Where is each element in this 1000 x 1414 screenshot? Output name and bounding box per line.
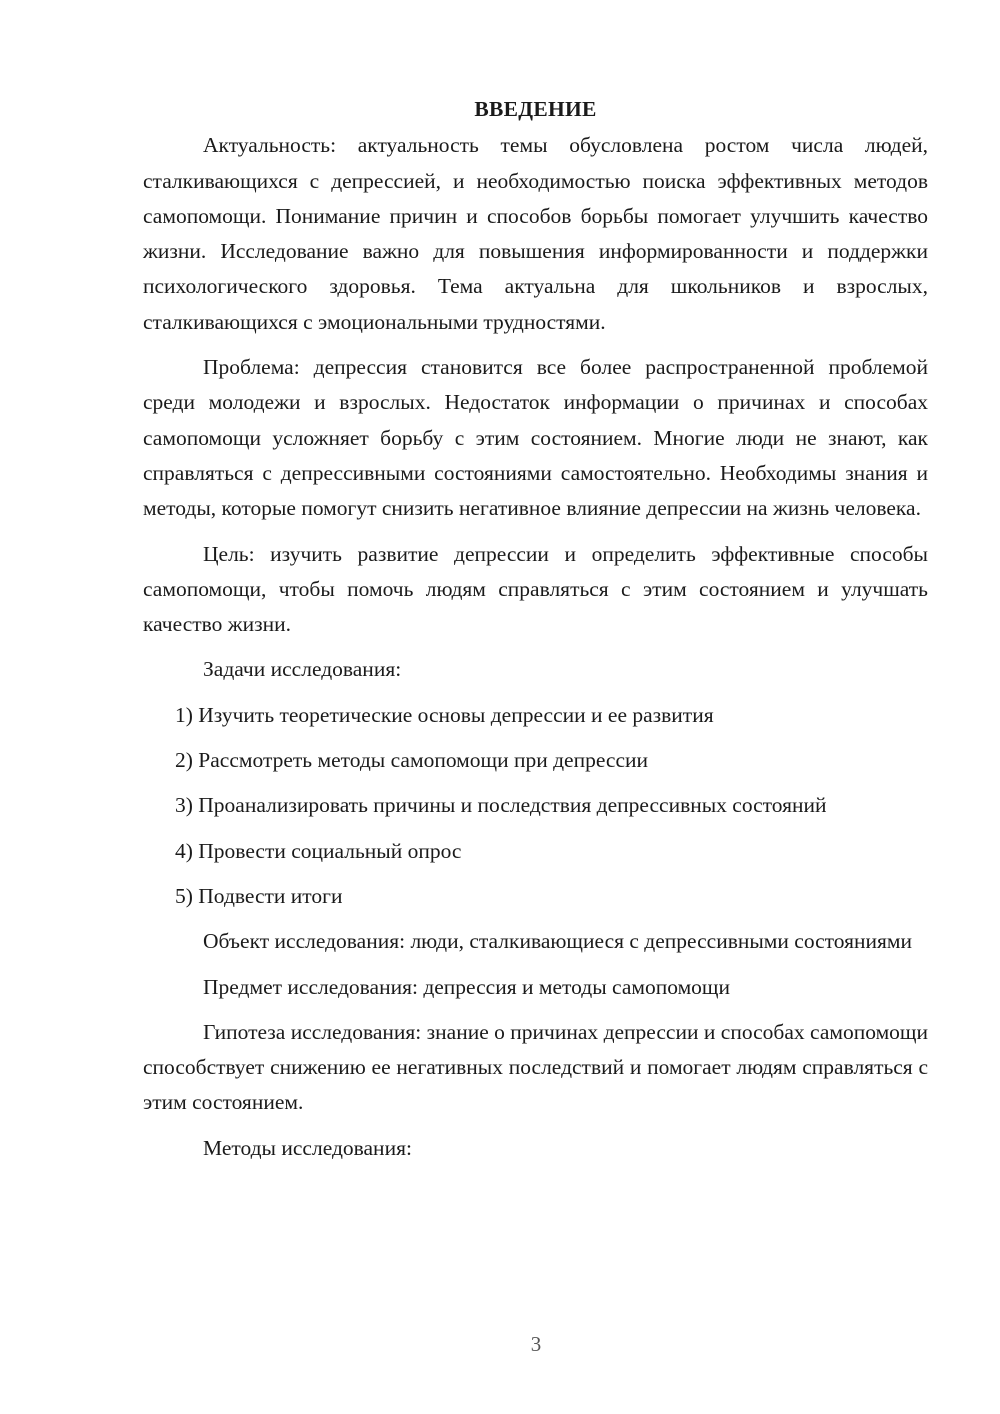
problem-paragraph: Проблема: депрессия становится все более распространенной проблемой среди молодежи и взрослых. Недостаток информации о причинах и способах самопомощи усложняет борьбу с этим состоянием. Многие люди не знают, как справляться с депрессивными состояниями самостоятельно. Необходимы знания и методы, которые помогут снизить негативное влияние депрессии на жизнь человека. xyxy=(143,355,928,521)
page-title: ВВЕДЕНИЕ xyxy=(474,97,597,121)
list-item: 3) Проанализировать причины и последствия депрессивных состояний xyxy=(175,793,827,818)
list-item: 1) Изучить теоретические основы депрессии и ее развития xyxy=(175,702,714,727)
goal-paragraph: Цель: изучить развитие депрессии и определить эффективные способы самопомощи, чтобы помочь людям справляться с этим состоянием и улучшать качество жизни. xyxy=(143,541,928,637)
list-item: 5) Подвести итоги xyxy=(175,883,343,908)
relevance-paragraph: Актуальность: актуальность темы обусловлена ростом числа людей, сталкивающихся с депрессией, и необходимостью поиска эффективных методов самопомощи. Понимание причин и способов борьбы помогает улучшить качество жизни. Исследование важно для повышения информированности и поддержки психологического здоровья. Тема актуальна для школьников и взрослых, сталкивающихся с эмоциональными трудностями. xyxy=(143,133,928,334)
subject-paragraph: Предмет исследования: депрессия и методы самопомощи xyxy=(203,974,730,999)
methods-heading: Методы исследования: xyxy=(203,1135,412,1160)
tasks-list xyxy=(143,698,928,914)
tasks-heading: Задачи исследования: xyxy=(203,657,402,682)
page-number: 3 xyxy=(530,1332,542,1356)
hypothesis-paragraph: Гипотеза исследования: знание о причинах депрессии и способах самопомощи способствует снижению ее негативных последствий и помогает людям справляться с этим состоянием. xyxy=(143,1019,928,1115)
object-paragraph: Объект исследования: люди, сталкивающиеся с депрессивными состояниями xyxy=(203,929,913,954)
list-item: 4) Провести социальный опрос xyxy=(175,838,462,863)
list-item: 2) Рассмотреть методы самопомощи при депрессии xyxy=(175,748,649,773)
page-content xyxy=(143,92,928,1176)
